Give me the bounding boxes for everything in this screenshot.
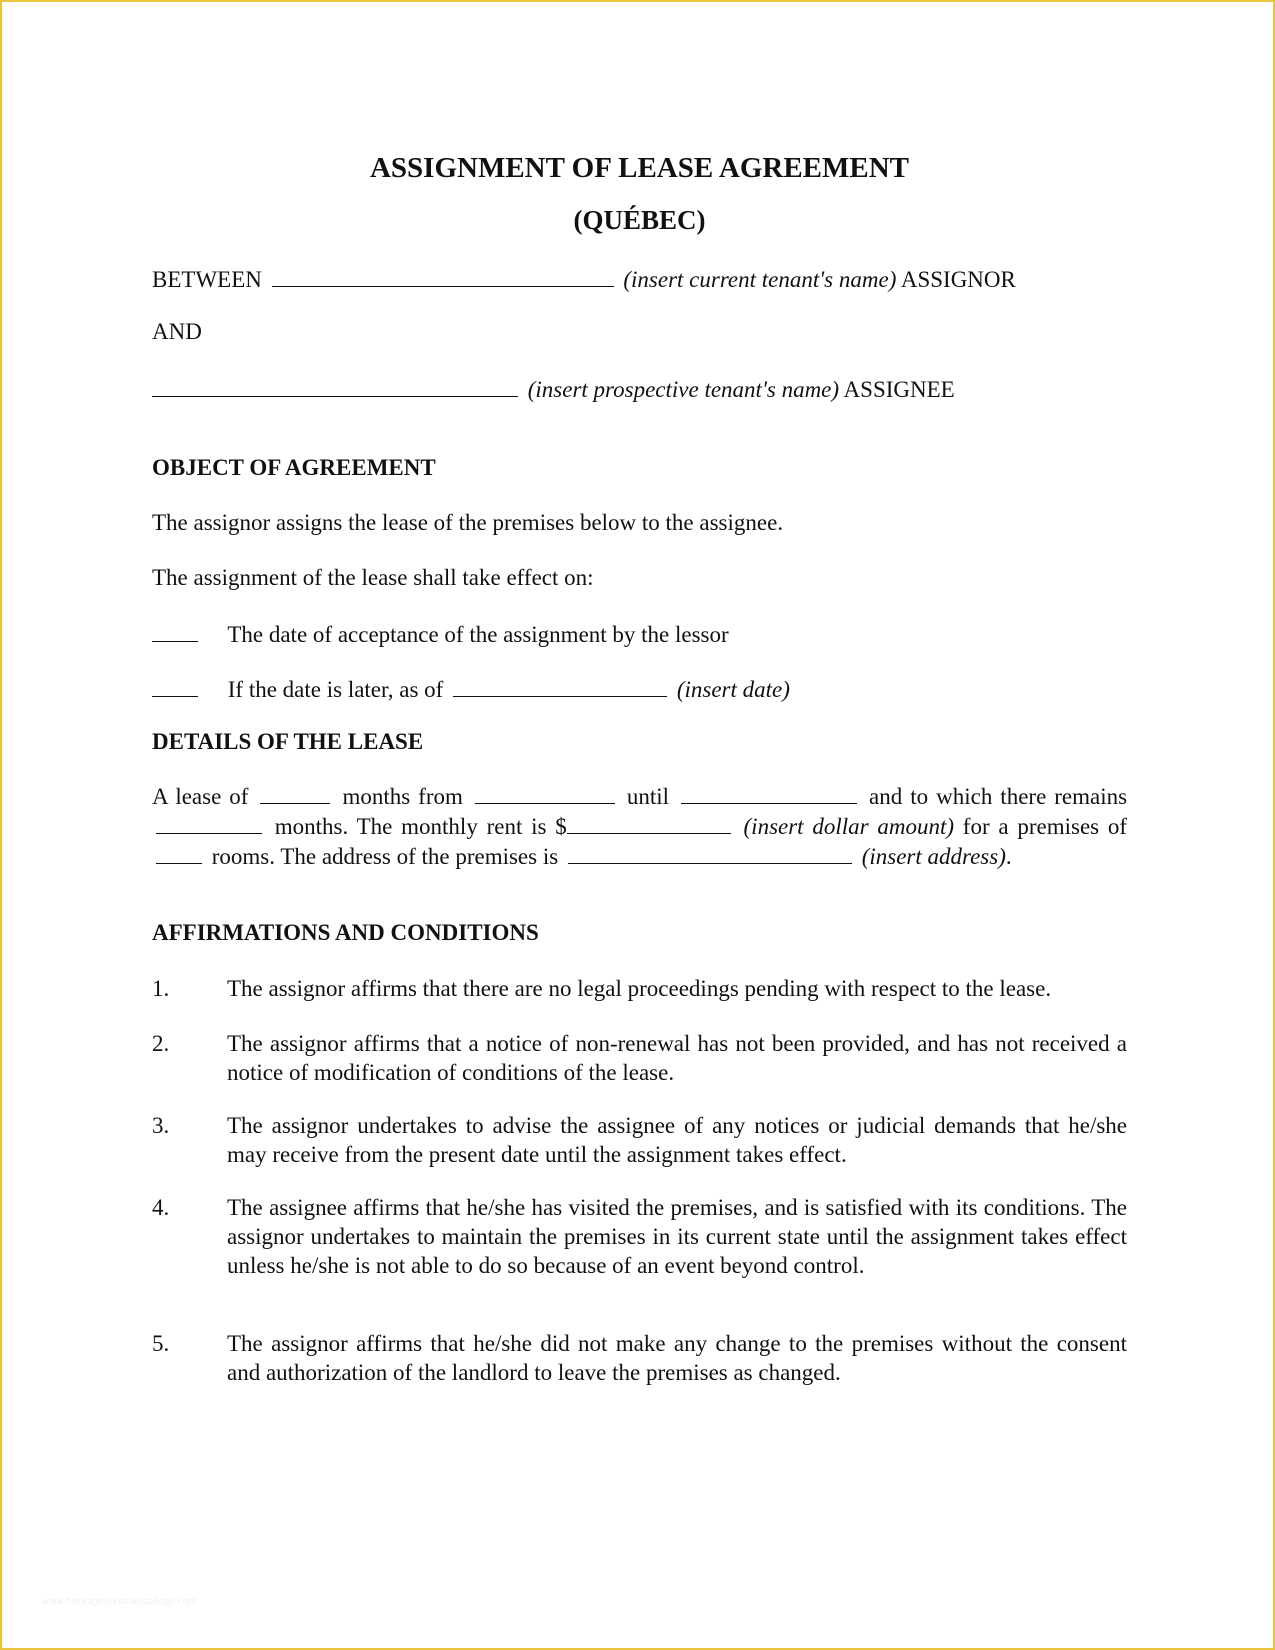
- document-title: ASSIGNMENT OF LEASE AGREEMENT: [369, 152, 910, 184]
- address-blank[interactable]: [568, 841, 852, 864]
- option-later-checkbox[interactable]: [152, 674, 198, 697]
- option-later-date: [152, 674, 790, 703]
- later-date-note: (insert date): [676, 677, 790, 702]
- object-paragraph-1: The assignor assigns the lease of the premises below to the assignee.: [152, 510, 784, 535]
- details-heading: DETAILS OF THE LEASE: [152, 729, 424, 754]
- details-text-7: for a premises of: [962, 814, 1128, 839]
- rent-note: (insert dollar amount): [743, 814, 954, 839]
- affirmation-number: 1.: [152, 976, 170, 1001]
- option-acceptance-checkbox[interactable]: [152, 619, 198, 642]
- assignor-note: (insert current tenant's name): [623, 267, 897, 292]
- affirmation-number: 5.: [152, 1331, 170, 1356]
- affirmation-text: The assignor affirms that he/she did not make any change to the premises without the consent and authorization of the landlord to leave the premises as changed.: [227, 1331, 1127, 1385]
- details-paragraph: [152, 781, 1127, 871]
- affirmation-number: 3.: [152, 1113, 170, 1138]
- watermark-text: www.heritagechristiancollege.com: [42, 1597, 197, 1607]
- and-label: AND: [152, 319, 202, 344]
- assignee-note: (insert prospective tenant's name): [527, 377, 840, 402]
- object-paragraph-2: The assignment of the lease shall take effect on:: [152, 565, 594, 590]
- affirmation-number: 4.: [152, 1195, 170, 1220]
- object-heading: OBJECT OF AGREEMENT: [152, 455, 436, 480]
- assignee-name-blank[interactable]: [152, 374, 518, 397]
- details-period: .: [1005, 844, 1012, 869]
- address-note: (insert address): [861, 844, 1006, 869]
- assignor-role: ASSIGNOR: [900, 267, 1016, 292]
- affirmation-text: The assignor affirms that a notice of non-renewal has not been provided, and has not received a notice of modification of conditions of the lease.: [227, 1031, 1127, 1085]
- affirmations-heading: AFFIRMATIONS AND CONDITIONS: [152, 920, 539, 945]
- lease-end-blank[interactable]: [681, 781, 857, 804]
- details-text-8: rooms. The address of the premises is: [211, 844, 559, 869]
- between-line: [152, 264, 1016, 293]
- lease-start-blank[interactable]: [475, 781, 615, 804]
- option-later-label: If the date is later, as of: [227, 677, 444, 702]
- document-subtitle: (QUÉBEC): [573, 205, 706, 235]
- assignee-role: ASSIGNEE: [843, 377, 955, 402]
- details-text-2: months from: [342, 784, 463, 809]
- assignee-line: [152, 374, 955, 403]
- details-text-3: until: [626, 784, 670, 809]
- rooms-blank[interactable]: [156, 841, 202, 864]
- affirmation-text: The assignor undertakes to advise the assignee of any notices or judicial demands that he/she may receive from the present date until the assignment takes effect.: [227, 1113, 1127, 1167]
- affirmation-text: The assignor affirms that there are no legal proceedings pending with respect to the lease.: [227, 976, 1052, 1001]
- option-acceptance-label: The date of acceptance of the assignment by the lessor: [227, 622, 729, 647]
- details-text-4: and to which there remains: [869, 784, 1128, 809]
- assignor-name-blank[interactable]: [272, 264, 614, 287]
- option-acceptance-date: [152, 619, 729, 648]
- details-text-1: A lease of: [152, 784, 249, 809]
- lease-months-blank[interactable]: [260, 781, 330, 804]
- remaining-months-blank[interactable]: [156, 811, 262, 834]
- details-text-5: months. The monthly rent is $: [274, 814, 567, 839]
- monthly-rent-blank[interactable]: [567, 811, 731, 834]
- later-date-blank[interactable]: [453, 674, 667, 697]
- between-label: BETWEEN: [152, 267, 262, 292]
- affirmation-text: The assignee affirms that he/she has visited the premises, and is satisfied with its conditions. The assignor undertakes to maintain the premises in its current state until the assignment takes effect unless he/she is not able to do so because of an event beyond control.: [227, 1195, 1127, 1278]
- affirmation-number: 2.: [152, 1031, 170, 1056]
